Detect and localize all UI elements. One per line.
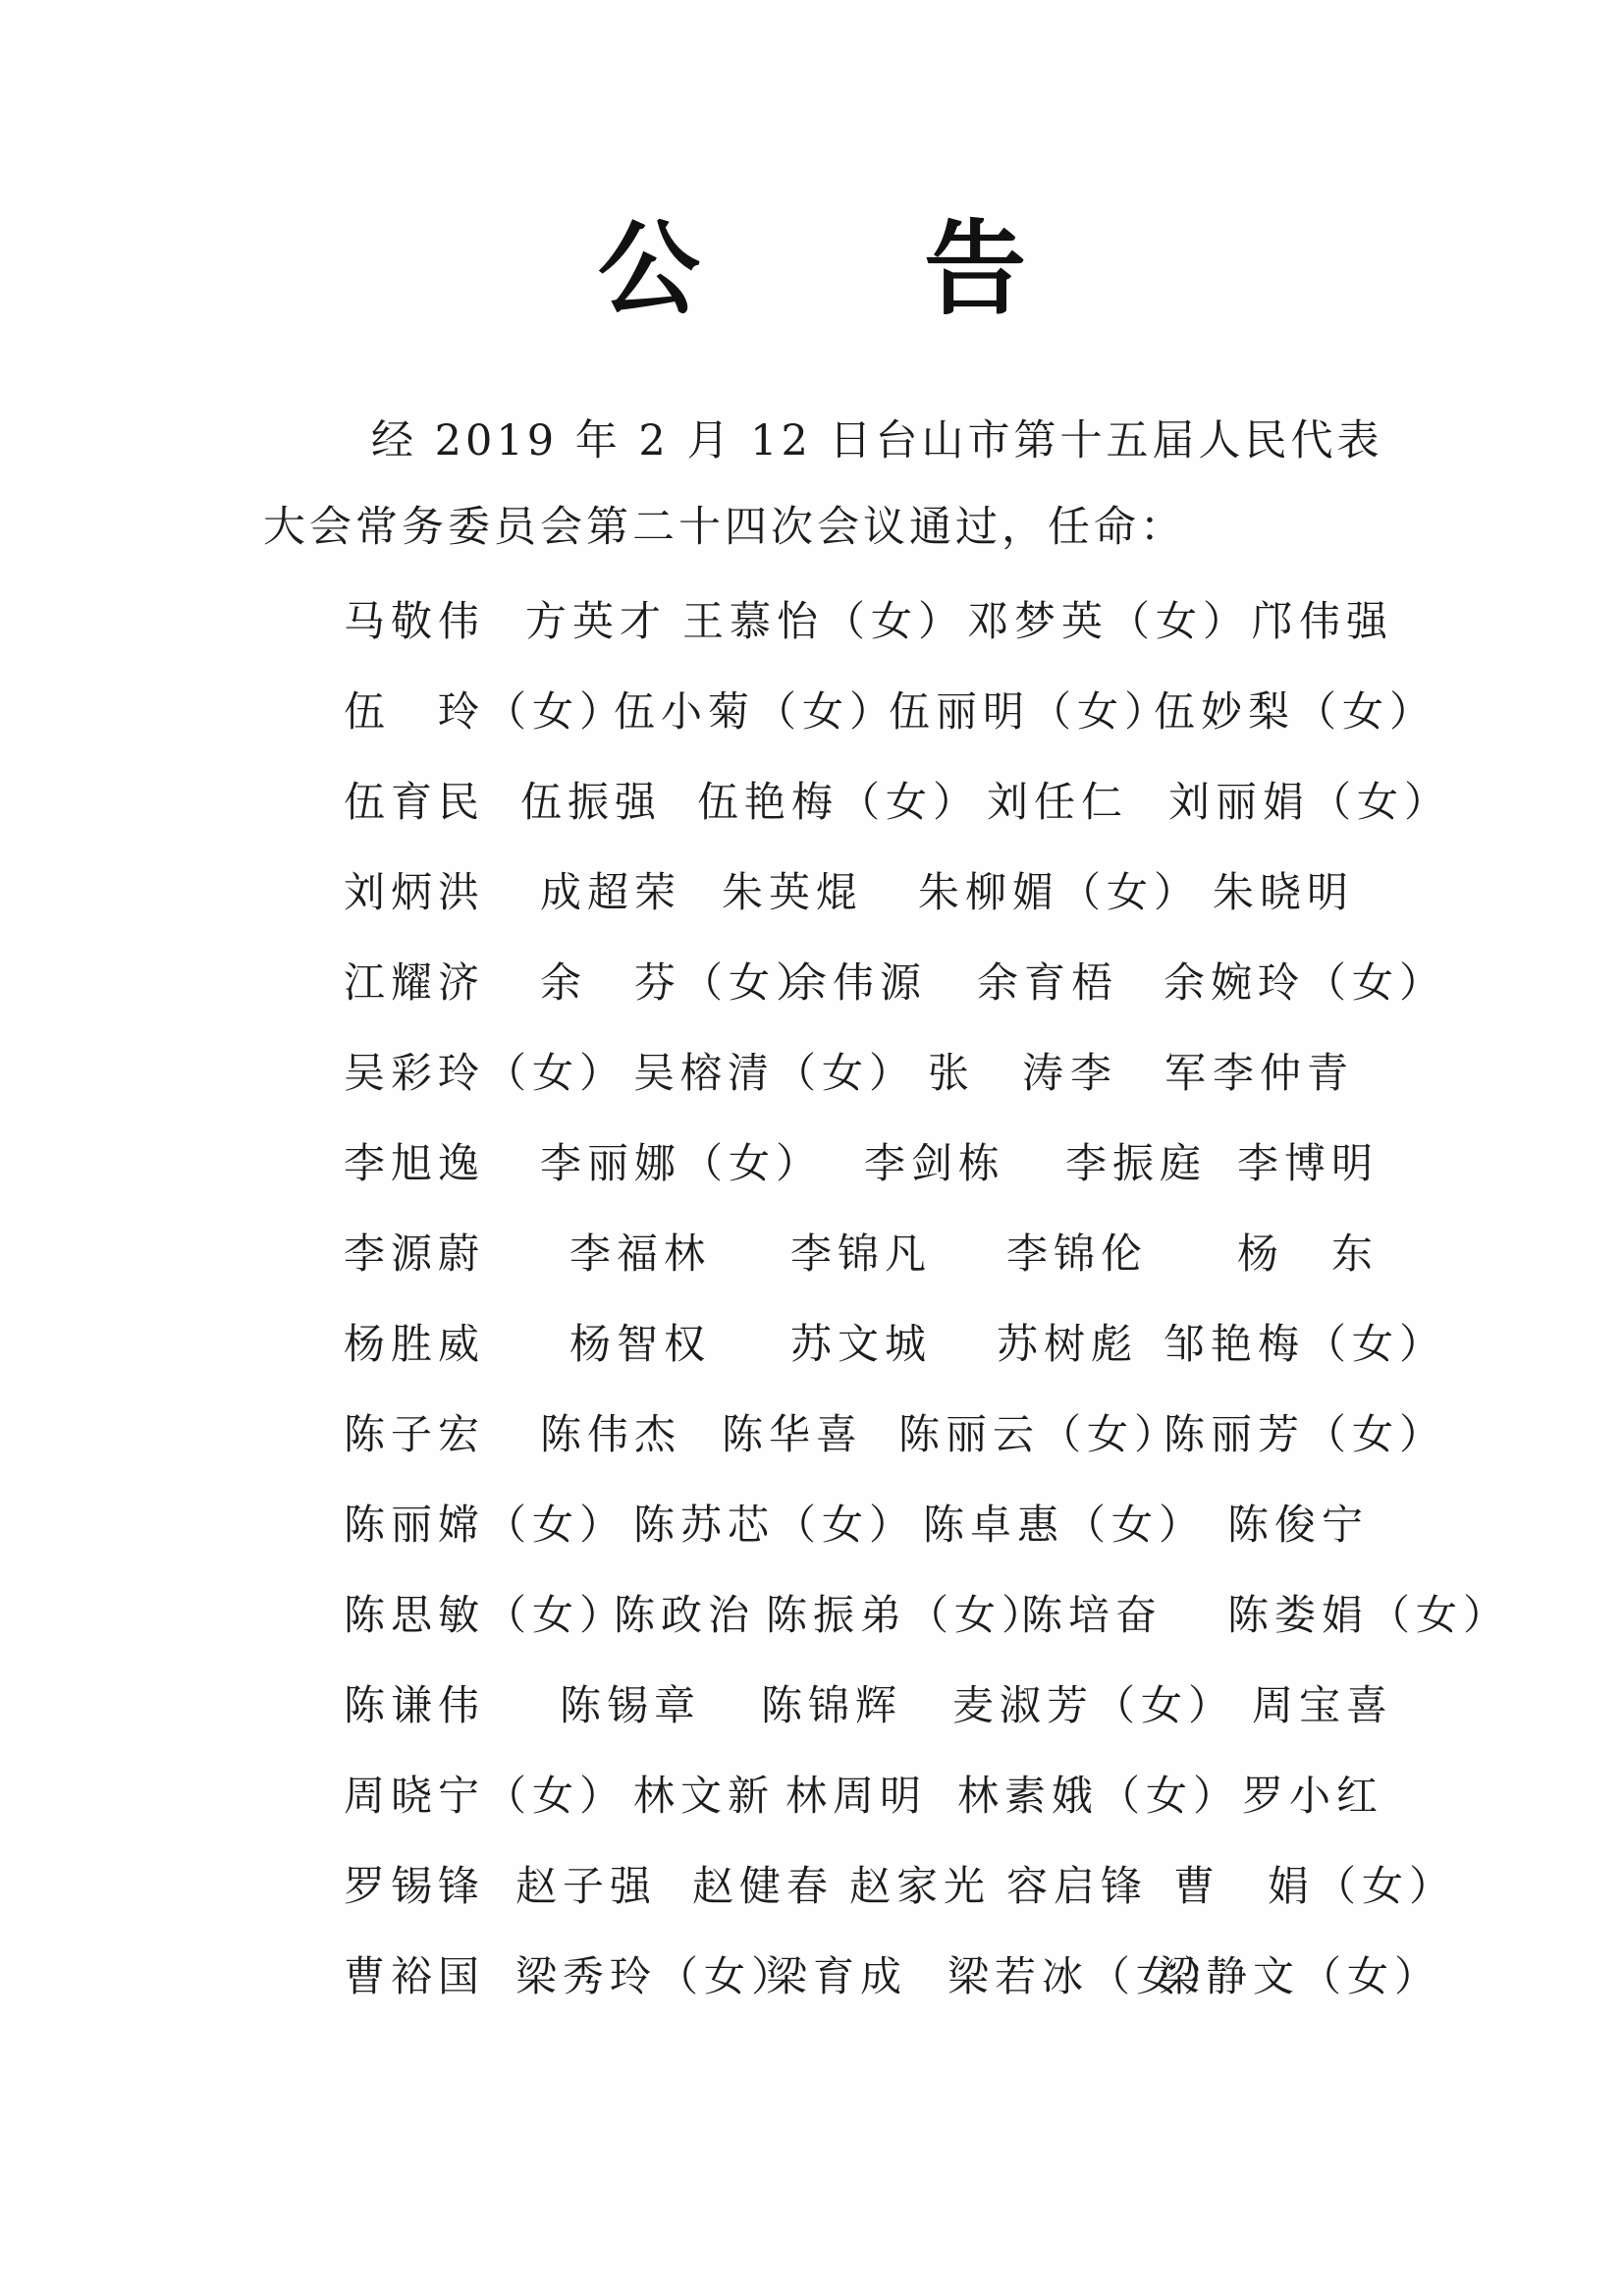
appointee-name: 李锦凡 [790, 1230, 933, 1278]
appointee-name: 伍妙梨（女） [1154, 687, 1437, 736]
appointee-name: 朱英焜 [722, 868, 864, 916]
appointee-name: 周宝喜 [1252, 1681, 1394, 1729]
appointee-name: 李旭逸 [344, 1139, 486, 1187]
appointee-name: 林文新 [633, 1772, 776, 1820]
appointee-name: 余 芬（女） [540, 958, 824, 1007]
name-row [344, 680, 1437, 770]
appointee-name: 陈丽嫦（女） [344, 1501, 627, 1549]
appointee-name: 杨智权 [569, 1320, 712, 1368]
appointee-name: 陈卓惠（女） [923, 1501, 1207, 1549]
appointee-name: 苏文城 [790, 1320, 933, 1368]
appointee-name: 陈政治 [614, 1591, 756, 1639]
appointee-name: 陈苏芯（女） [633, 1501, 917, 1549]
name-row [344, 1944, 1442, 2035]
appointee-name: 李丽娜（女） [540, 1139, 824, 1187]
page-title: 公 告 [597, 209, 1121, 329]
appointee-name: 吴彩玲（女） [344, 1049, 627, 1097]
appointee-name: 苏树彪 [997, 1320, 1139, 1368]
appointee-name: 赵家光 [849, 1862, 992, 1910]
appointee-name: 余伟源 [785, 958, 928, 1007]
name-row [344, 860, 1424, 951]
name-row [344, 770, 1452, 860]
appointee-name: 刘丽娟（女） [1168, 778, 1452, 826]
appointee-name: 刘炳洪 [344, 868, 486, 916]
name-row [344, 1041, 1424, 1131]
appointee-name: 方英才 [525, 597, 668, 645]
name-row [344, 1222, 1424, 1312]
appointee-name: 李振庭 [1065, 1139, 1208, 1187]
appointee-name: 李博明 [1237, 1139, 1380, 1187]
appointee-name: 陈锡章 [560, 1681, 702, 1729]
appointee-name: 陈俊宁 [1227, 1501, 1370, 1549]
appointee-name: 陈娄娟（女） [1227, 1591, 1511, 1639]
appointee-name: 陈思敏（女） [344, 1591, 627, 1639]
appointee-name: 陈丽云（女） [898, 1410, 1182, 1458]
appointee-name: 吴榕清（女） [633, 1049, 917, 1097]
appointee-name: 张 涛 [928, 1049, 1070, 1097]
name-row [344, 1764, 1424, 1854]
appointee-name: 成超荣 [540, 868, 682, 916]
appointee-name: 陈华喜 [722, 1410, 864, 1458]
appointee-name: 陈丽芳（女） [1164, 1410, 1447, 1458]
appointee-name: 罗锡锋 [344, 1862, 486, 1910]
appointee-name: 李仲青 [1213, 1049, 1355, 1097]
name-row [344, 1402, 1447, 1493]
appointee-name: 李剑栋 [864, 1139, 1006, 1187]
appointee-name: 赵健春 [692, 1862, 835, 1910]
appointee-name: 余育梧 [977, 958, 1119, 1007]
appointee-name: 李福林 [569, 1230, 712, 1278]
name-row [344, 1854, 1457, 1944]
appointee-name: 陈谦伟 [344, 1681, 486, 1729]
appointee-name: 朱晓明 [1213, 868, 1355, 916]
name-row [344, 1583, 1511, 1673]
appointee-name: 伍艳梅（女） [697, 778, 981, 826]
appointee-name: 邝伟强 [1252, 597, 1394, 645]
appointee-name: 杨胜威 [344, 1320, 486, 1368]
name-row [344, 589, 1424, 680]
appointee-name: 邹艳梅（女） [1164, 1320, 1447, 1368]
appointee-name: 朱柳媚（女） [918, 868, 1202, 916]
appointee-name: 曹裕国 [344, 1952, 486, 2000]
appointee-name: 伍振强 [520, 778, 663, 826]
appointee-name: 江耀济 [344, 958, 486, 1007]
appointee-name: 李锦伦 [1006, 1230, 1149, 1278]
appointee-name: 陈锦辉 [761, 1681, 903, 1729]
name-row [344, 951, 1447, 1041]
appointee-name: 伍小菊（女） [614, 687, 897, 736]
appointee-name: 梁若冰（女） [947, 1952, 1231, 2000]
appointee-name: 李源蔚 [344, 1230, 486, 1278]
appointee-name: 周晓宁（女） [344, 1772, 627, 1820]
appointee-name: 罗小红 [1242, 1772, 1384, 1820]
appointee-name: 陈伟杰 [540, 1410, 682, 1458]
name-row [344, 1312, 1447, 1402]
appointee-list [344, 589, 1511, 2035]
appointee-name: 王慕怡（女） [682, 597, 966, 645]
name-row [344, 1673, 1424, 1764]
appointee-name: 马敬伟 [344, 597, 486, 645]
appointee-name: 梁育成 [766, 1952, 908, 2000]
appointee-name: 赵子强 [515, 1862, 658, 1910]
appointee-name: 林素娥（女） [957, 1772, 1241, 1820]
name-row [344, 1131, 1424, 1222]
appointee-name: 邓梦英（女） [967, 597, 1251, 645]
appointee-name: 梁静文（女） [1159, 1952, 1442, 2000]
appointee-name: 容启锋 [1006, 1862, 1149, 1910]
appointee-name: 刘任仁 [987, 778, 1129, 826]
appointee-name: 陈培奋 [1021, 1591, 1164, 1639]
appointee-name: 余婉玲（女） [1164, 958, 1447, 1007]
appointee-name: 杨 东 [1237, 1230, 1380, 1278]
appointee-name: 林周明 [785, 1772, 928, 1820]
appointee-name: 伍 玲（女） [344, 687, 627, 736]
appointee-name: 陈振弟（女） [766, 1591, 1050, 1639]
appointee-name: 李 军 [1070, 1049, 1213, 1097]
appointee-name: 麦淑芳（女） [952, 1681, 1236, 1729]
appointee-name: 伍丽明（女） [889, 687, 1172, 736]
name-row [344, 1493, 1424, 1583]
appointee-name: 曹 娟（女） [1173, 1862, 1457, 1910]
appointee-name: 伍育民 [344, 778, 486, 826]
intro-paragraph: 经 2019 年 2 月 12 日台山市第十五届人民代表大会常务委员会第二十四次会议通过，任命： [263, 416, 1383, 552]
appointee-name: 梁秀玲（女） [515, 1952, 799, 2000]
appointee-name: 陈子宏 [344, 1410, 486, 1458]
